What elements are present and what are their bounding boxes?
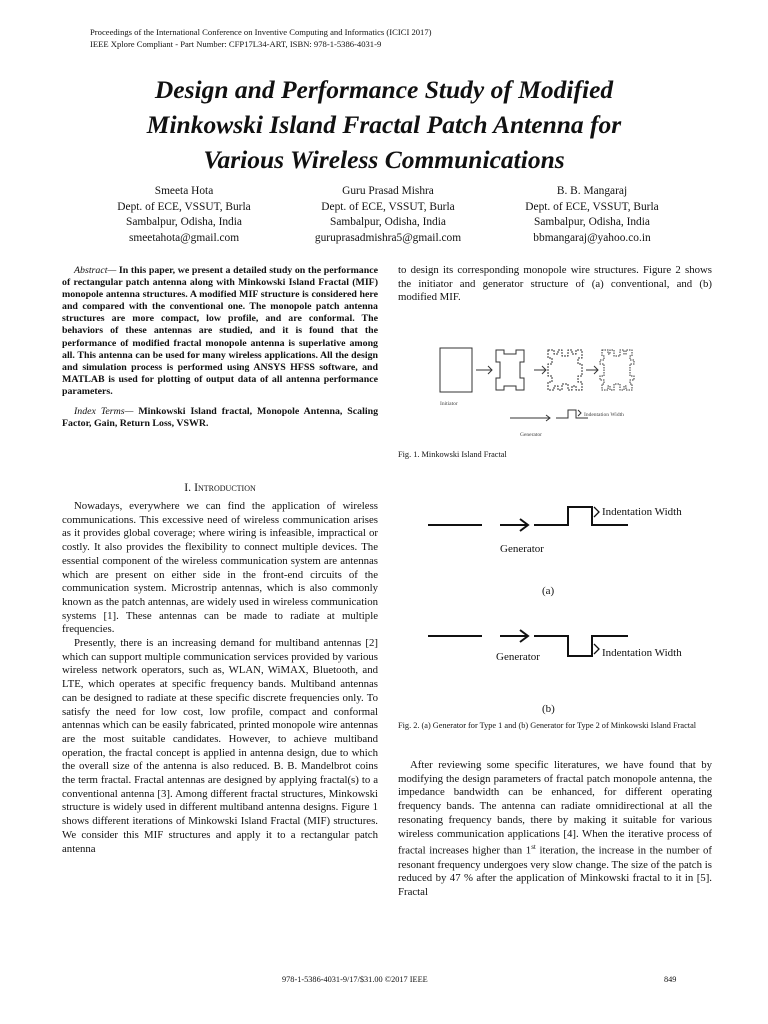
right-column-top xyxy=(398,264,712,305)
author-place: Sambalpur, Odisha, India xyxy=(534,216,650,228)
figure-1 xyxy=(400,330,712,442)
superscript-st: st xyxy=(531,843,536,852)
arrow-icon xyxy=(476,366,492,374)
figure-2a xyxy=(420,495,712,605)
initiator-label: Initiator xyxy=(440,401,458,407)
intro-paragraph-1: Nowadays, everywhere we can find the application of wireless communications. This excessive need of wireless communication arises as it provides global coverage; where wiring is infeasible, impractical or costly. It also provides the flexibility to connect multiple devices. The essential component of the wireless communication system are antennas which are present on either side in the front-end circuits of the communication system. Microstrip antennas, which is also commonly known as the patch antennas, are widely used in wireless communication systems [1]. These antennas can be made to radiate at multiple frequencies. xyxy=(62,500,378,636)
fractal-iteration-2 xyxy=(548,350,582,390)
author-dept: Dept. of ECE, VSSUT, Burla xyxy=(525,200,659,213)
right-column-bottom xyxy=(398,759,712,900)
fractal-iteration-3 xyxy=(600,350,634,390)
title-line-1: Design and Performance Study of Modified xyxy=(154,75,614,104)
fractal-iteration-1 xyxy=(496,350,524,390)
author-dept: Dept. of ECE, VSSUT, Burla xyxy=(117,200,251,213)
generator-label: Generator xyxy=(500,543,544,555)
indentation-width-label: Indentation Width xyxy=(584,412,624,418)
arrow-icon xyxy=(500,630,528,642)
arrow-icon xyxy=(500,519,528,531)
subfigure-label-b: (b) xyxy=(542,703,555,715)
author-name: Smeeta Hota xyxy=(154,185,214,197)
section-heading xyxy=(62,480,378,495)
intro-paragraph-2: Presently, there is an increasing demand for multiband antennas [2] which can support multiple communication services provided by various wireless network operators, such as, WLAN, WiMAX, Bluetooth, and LTE, which operates at specific frequency bands. Multiband antennas can be designed to radiate at these specific discrete frequencies only. To satisfy the need for low cost, low profile, compact and conformal antennas which can be easily fabricated, printed monopole wire antennas are the most suitable candidates. However, to achieve multiband operation, the fractal concept is applied in antenna design, due to which the overall size of the antenna is also reduced. B. B. Mandelbrot coins the term fractal. Fractal antennas are designed by applying fractal(s) to a conventional antenna [3]. Among different fractal structures, Minkowski structure is widely used in different multiband antenna designs. Figure 1 shows different iterations of Minkowski Island Fractal (MIF) structures. We consider this MIF structures and apply it to a rectangular patch antenna xyxy=(62,637,378,855)
figure-2b xyxy=(420,620,712,720)
indentation-bracket xyxy=(578,410,581,416)
indentation-bracket xyxy=(594,507,599,517)
generator-label: Generator xyxy=(496,651,540,663)
abstract-text: In this paper, we present a detailed study on the performance of rectangular patch antenna along with Minkowski Island Fractal (MIF) monopole antenna structures. A modified MIF structure is considered here and compared with the conventional one. The monopole patch antenna structures are more compact, low profile, and are conformal. The behaviors of these antennas are studied, and it is found that the performance of modified fractal monopole antenna is superlative among all. This antenna can be used for many wireless applications. All the design and simulation process is performed using ANSYS HFSS software, and MATLAB is used for plotting of output data of all antenna performance parameters. xyxy=(62,265,378,397)
generator-label: Generator xyxy=(520,432,542,438)
footer-copyright: 978-1-5386-4031-9/17/$31.00 ©2017 IEEE xyxy=(282,975,428,984)
right-paragraph-top: to design its corresponding monopole wire structures. Figure 2 shows the initiator and generator structure of (a) conventional, and (b) modified MIF. xyxy=(398,264,712,304)
right-paragraph-text-b: iteration, the increase in the number of resonant frequency undergoes very slow change. The size of the patch is reduced by 47 % after the application of Minkowski fractal to it in [5]. Fractal xyxy=(398,844,712,898)
arrow-icon xyxy=(586,366,598,374)
author-place: Sambalpur, Odisha, India xyxy=(126,216,242,228)
subfigure-label-a: (a) xyxy=(542,585,555,597)
index-terms-label: Index Terms— xyxy=(74,406,134,418)
abstract-block xyxy=(62,265,378,438)
title-line-3: Various Wireless Communications xyxy=(203,145,565,174)
proceedings-header xyxy=(90,26,432,50)
generator-line xyxy=(510,410,588,421)
arrow-icon xyxy=(534,366,546,374)
proceedings-line-1: Proceedings of the International Conference on Inventive Computing and Informatics (ICICI 2017) xyxy=(90,27,432,37)
section-number: I. xyxy=(184,480,192,494)
author-place: Sambalpur, Odisha, India xyxy=(330,216,446,228)
author-name: Guru Prasad Mishra xyxy=(342,185,434,197)
indentation-bracket xyxy=(594,644,599,654)
author-name: B. B. Mangaraj xyxy=(556,185,628,197)
indentation-width-label: Indentation Width xyxy=(602,506,682,518)
index-terms-text: Minkowski Island fractal, Monopole Antenna, Scaling Factor, Gain, Return Loss, VSWR. xyxy=(62,406,379,430)
right-paragraph-bottom xyxy=(398,759,712,900)
paper-title xyxy=(40,72,728,177)
abstract-label: Abstract— xyxy=(74,265,117,276)
indentation-width-label: Indentation Width xyxy=(602,647,682,659)
section-title: Introduction xyxy=(194,480,256,494)
left-column-body xyxy=(62,500,378,856)
initiator-square xyxy=(440,348,472,392)
author-email: bbmangaraj@yahoo.co.in xyxy=(533,231,651,244)
right-paragraph-text-a: After reviewing some specific literatures, we have found that by modifying the design parameters of fractal patch monopole antenna, the impedance bandwidth can be enhanced, for different operating frequency bands. The antenna can radiate omnidirectional at all the resonating frequency bands, there by making it suitable for various wireless communication applications [4]. When the iterative process of fractal increases higher than 1 xyxy=(398,759,712,857)
index-terms-paragraph xyxy=(62,406,378,430)
author-block xyxy=(472,184,712,246)
figure-1-caption: Fig. 1. Minkowski Island Fractal xyxy=(398,450,507,459)
figure-2-caption: Fig. 2. (a) Generator for Type 1 and (b) Generator for Type 2 of Minkowski Island Fractal xyxy=(398,721,697,730)
abstract-paragraph xyxy=(62,265,378,398)
author-dept: Dept. of ECE, VSSUT, Burla xyxy=(321,200,455,213)
author-email: smeetahota@gmail.com xyxy=(128,231,240,244)
title-line-2: Minkowski Island Fractal Patch Antenna for xyxy=(146,110,622,139)
page-number: 849 xyxy=(664,975,677,984)
author-email: guruprasadmishra5@gmail.com xyxy=(314,231,462,244)
proceedings-line-2: IEEE Xplore Compliant - Part Number: CFP17L34-ART, ISBN: 978-1-5386-4031-9 xyxy=(90,39,382,49)
